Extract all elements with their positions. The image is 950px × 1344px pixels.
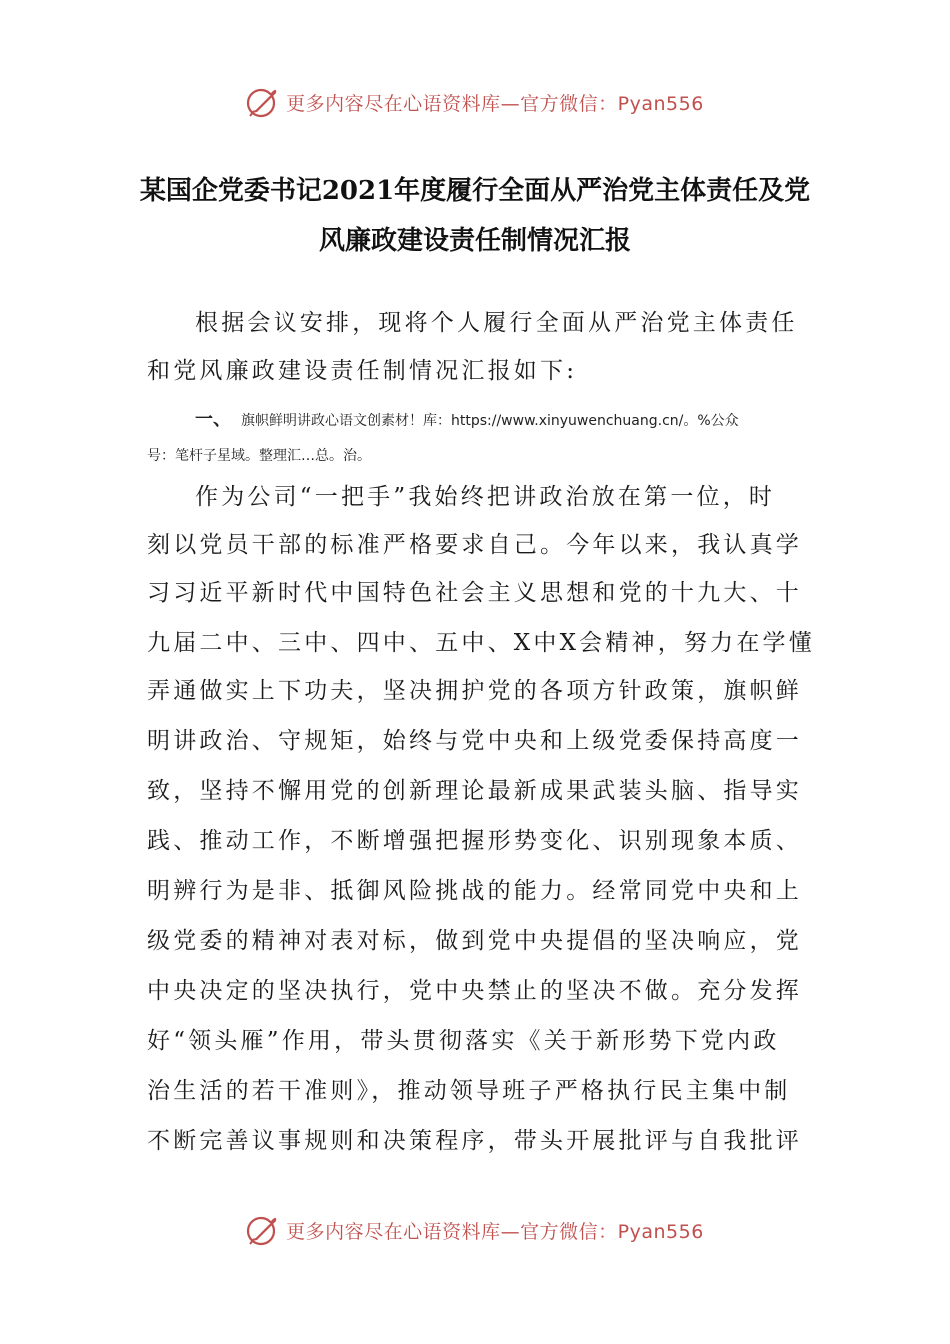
body-line: 明讲政治、守规矩，始终与党中央和上级党委保持高度一 [147, 728, 802, 754]
header-banner-text: 更多内容尽在心语资料库—官方微信：Pyan556 [286, 92, 704, 115]
body-line: 弄通做实上下功夫，坚决拥护党的各项方针政策，旗帜鲜 [147, 678, 802, 704]
document-title-line-2: 风廉政建设责任制情况汇报 [318, 226, 631, 256]
section-1-heading-text: 旗帜鲜明讲政心语文创素材！库：https://www.xinyuwenchuang.cn/。%公众 [241, 413, 739, 429]
quill-pen-logo-icon [246, 1213, 280, 1247]
section-1-heading-line-2: 号：笔杆子星域。整理汇…总。治。 [147, 448, 371, 464]
body-line: 作为公司“一把手”我始终把讲政治放在第一位，时 [195, 484, 776, 510]
header-banner [0, 82, 950, 122]
body-line: 致，坚持不懈用党的创新理论最新成果武装头脑、指导实 [147, 778, 802, 804]
document-title-line-1: 某国企党委书记2021年度履行全面从严治党主体责任及党 [139, 176, 811, 206]
footer-banner [0, 1210, 950, 1250]
intro-line-2: 和党风廉政建设责任制情况汇报如下: [147, 358, 578, 384]
body-line: 治生活的若干准则》，推动领导班子严格执行民主集中制 [147, 1078, 791, 1104]
body-line: 习习近平新时代中国特色社会主义思想和党的十九大、十 [147, 580, 802, 606]
body-line: 不断完善议事规则和决策程序，带头开展批评与自我批评 [147, 1128, 802, 1154]
section-1-heading [195, 410, 739, 431]
body-line: 好“领头雁”作用，带头贯彻落实《关于新形势下党内政 [147, 1028, 780, 1054]
body-line: 践、推动工作，不断增强把握形势变化、识别现象本质、 [147, 828, 802, 854]
intro-line-1: 根据会议安排，现将个人履行全面从严治党主体责任 [195, 310, 798, 336]
section-1-number: 一、 [195, 409, 231, 430]
body-line: 九届二中、三中、四中、五中、X中X会精神，努力在学懂 [147, 630, 815, 656]
body-line: 级党委的精神对表对标，做到党中央提倡的坚决响应，党 [147, 928, 802, 954]
body-line: 刻以党员干部的标准严格要求自己。今年以来，我认真学 [147, 532, 802, 558]
body-line: 中央决定的坚决执行，党中央禁止的坚决不做。充分发挥 [147, 978, 802, 1004]
body-line: 明辨行为是非、抵御风险挑战的能力。经常同党中央和上 [147, 878, 802, 904]
quill-pen-logo-icon [246, 85, 280, 119]
footer-banner-text: 更多内容尽在心语资料库—官方微信：Pyan556 [286, 1220, 704, 1243]
